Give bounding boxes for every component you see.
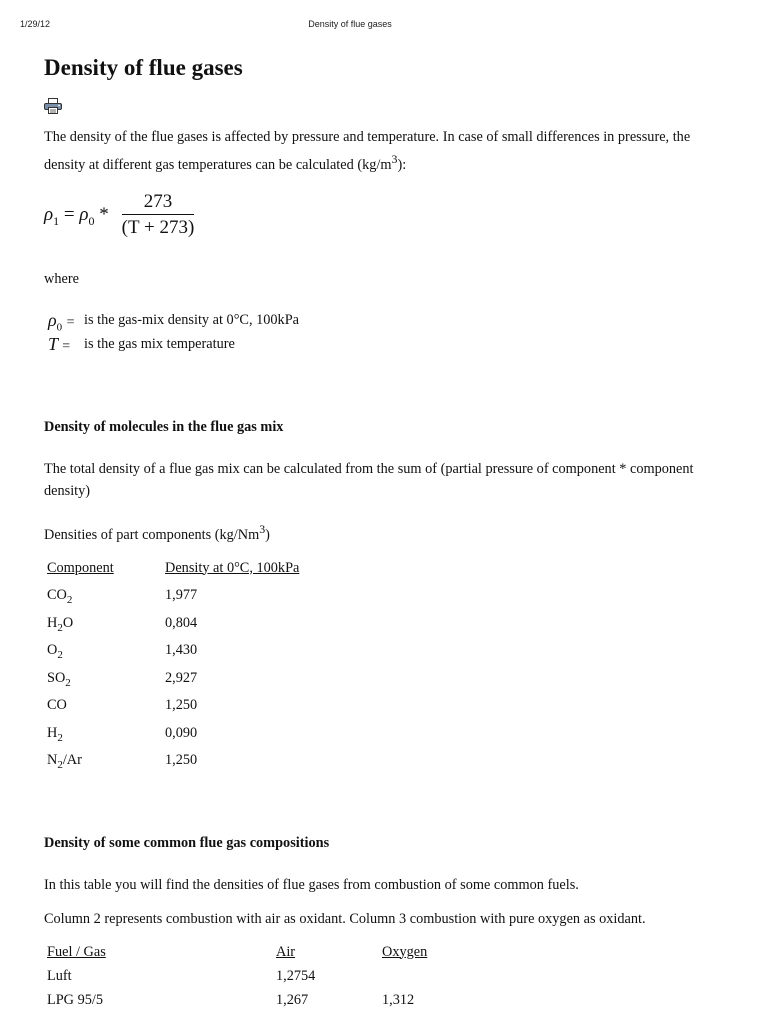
component-cell: $H_2O$	[47, 614, 74, 634]
fuel-density-table	[47, 944, 427, 1016]
table-row	[47, 725, 299, 753]
document-content	[44, 52, 734, 1016]
section1-densities-label: Densities of part components (kg/Nm$^3$)	[44, 521, 270, 543]
print-date: 1/29/12	[20, 19, 51, 29]
definitions-list	[44, 308, 734, 356]
where-label: where	[44, 270, 79, 287]
section2-paragraph2: Column 2 represents combustion with air as oxidant. Column 3 combustion with pure oxygen as oxidant.	[44, 910, 646, 927]
definition-text: is the gas-mix density at 0°C, 100kPa	[84, 311, 299, 328]
density-cell: 0,090	[165, 724, 198, 741]
table-row	[47, 587, 299, 615]
fuel-cell: Luft	[47, 967, 72, 984]
oxygen-density-cell: 1,312	[382, 991, 415, 1008]
density-cell: 1,430	[165, 642, 198, 659]
table-row	[47, 670, 299, 698]
component-cell: $O_2$	[47, 642, 63, 661]
density-cell: 1,977	[165, 587, 198, 604]
printer-icon[interactable]	[44, 98, 62, 114]
density-formula	[44, 190, 734, 244]
column-header-fuel: Fuel / Gas	[47, 943, 106, 960]
table-row	[47, 615, 299, 643]
oxygen-density-cell	[382, 968, 427, 992]
component-cell: $SO_2$	[47, 669, 71, 689]
column-header-oxygen: Oxygen	[382, 943, 428, 960]
table-row	[47, 752, 299, 780]
component-cell: $N_2/Ar$	[47, 752, 82, 771]
component-density-table	[47, 560, 299, 780]
section-heading-molecules: Density of molecules in the flue gas mix	[44, 418, 284, 435]
density-cell: 1,250	[165, 697, 198, 714]
column-header-density: Density at 0°C, 100kPa	[165, 559, 300, 576]
density-cell: 2,927	[165, 669, 198, 686]
density-cell: 1,250	[165, 752, 198, 769]
component-cell: CO	[47, 697, 67, 714]
definition-symbol: T =	[48, 333, 71, 354]
table-row	[47, 992, 427, 1016]
density-cell: 0,804	[165, 614, 198, 631]
fuel-cell: LPG 95/5	[47, 991, 104, 1008]
air-density-cell: 1,2754	[276, 967, 316, 984]
definition-rho0	[44, 308, 734, 332]
intro-paragraph: The density of the flue gases is affected by pressure and temperature. In case of small differences in pressure, the density at different gas temperatures can be calculated $(kg/m^3)$:	[44, 129, 691, 173]
definition-symbol: $\rho_0$ =	[48, 309, 75, 334]
table-row	[47, 968, 427, 992]
table-row	[47, 697, 299, 725]
component-cell: $H_2$	[47, 724, 63, 744]
table-header-row	[47, 560, 299, 588]
section1-paragraph: The total density of a flue gas mix can be calculated from the sum of (partial pressure of component * component density)	[44, 460, 694, 499]
air-density-cell: 1,267	[276, 991, 309, 1008]
page-title: Density of flue gases	[44, 55, 243, 80]
column-header-air: Air	[276, 943, 296, 960]
definition-text: is the gas mix temperature	[84, 335, 235, 352]
print-header	[0, 19, 768, 33]
section2-paragraph1: In this table you will find the densities of flue gases from combustion of some common fuels.	[44, 876, 579, 893]
table-header-row	[47, 944, 427, 968]
component-cell: $CO_2$	[47, 587, 73, 606]
table-row	[47, 642, 299, 670]
section-heading-compositions: Density of some common flue gas compositions	[44, 834, 330, 851]
definition-t	[44, 332, 734, 356]
formula-denominator: (T + 273)	[121, 216, 195, 238]
column-header-component: Component	[47, 559, 114, 576]
formula-lhs: $\rho_1 = \rho_0$ *	[44, 203, 109, 228]
formula-numerator: 273	[143, 190, 173, 212]
print-title: Density of flue gases	[308, 19, 392, 29]
formula-fraction	[120, 190, 196, 239]
